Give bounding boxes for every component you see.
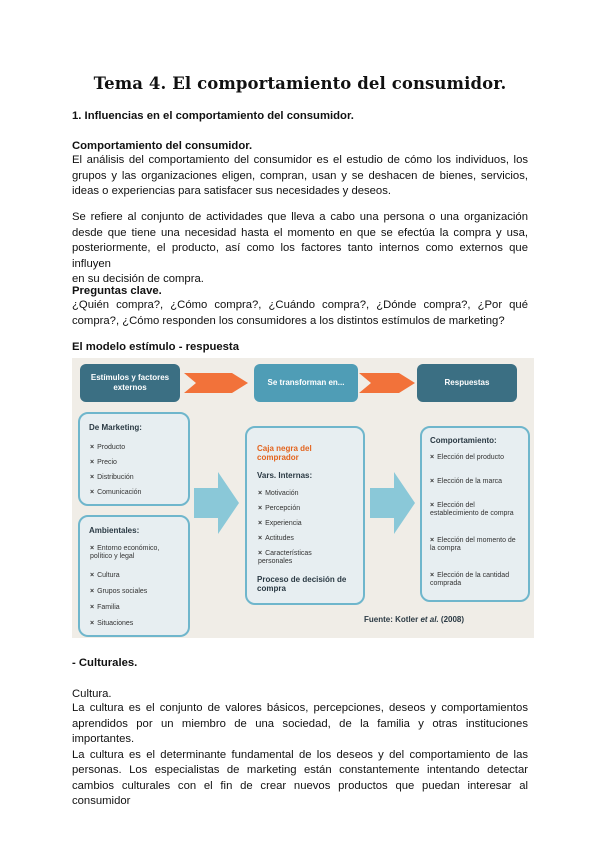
list-item: × Elección del establecimiento de compra [430,502,514,517]
list-item: × Características personales [258,550,312,565]
text-line: ideas o experiencias para satisfacer sus necesidades y deseos. [72,185,392,197]
text-line: aprendidos por un miembro de una sociedad, de la familia y otras instituciones importantes. [72,717,528,745]
text-line: cambios culturales con el fin de crear nuevos productos que puedan interesar al consumidor [72,779,528,807]
text-line: compra?, ¿Cómo responden los consumidores a los distintos estímulos de marketing? [72,314,505,327]
text-line: personas. Los especialistas de marketing están constantemente intentando detectar [72,764,528,776]
behaviour-title: Comportamiento: [430,436,497,445]
header-stimuli: Estímulos y factores externos [80,364,180,402]
list-item: × Elección del producto [430,454,505,461]
text-line: Se refiere al conjunto de actividades que lleva a cabo una persona o una organización [72,211,528,223]
blue-arrow-1 [194,470,240,536]
list-item: × Experiencia [258,520,302,527]
text-line: posteriormente, el producto, así como los factores tanto internos como externos que influyen [72,242,528,270]
process-title: Proceso de decisión de compra [257,575,347,593]
cultura-label: Cultura. [72,688,112,700]
list-item: × Situaciones [90,620,134,627]
list-item: × Elección de la marca [430,478,503,485]
cultura-paragraph [72,701,528,810]
orange-arrow-1 [184,370,250,396]
blue-arrow-2 [370,470,416,536]
section-heading: 1. Influencias en el comportamiento del consumidor. [72,110,354,122]
ambient-box [78,515,190,637]
list-item: × Producto [90,444,126,451]
list-item: × Precio [90,459,117,466]
text-line: desde que tiene una necesidad hasta el momento en que se efectúa la compra y usa, [72,226,528,239]
list-item: × Grupos sociales [90,588,148,595]
questions-heading: Preguntas clave. [72,285,162,297]
list-item: × Familia [90,604,120,611]
text-line: La cultura es el determinante fundamental de los deseos y del comportamiento de las [72,748,528,761]
definition-paragraph [72,153,528,200]
list-item: × Motivación [258,490,299,497]
source-citation: Fuente: Kotler et al. (2008) [364,615,465,624]
page-title: Tema 4. El comportamiento del consumidor. [93,74,507,93]
header-responses: Respuestas [417,364,517,402]
cultural-heading: - Culturales. [72,657,138,669]
text-line: La cultura es el conjunto de valores básicos, percepciones, deseos y comportamientos [72,702,528,714]
definition-heading: Comportamiento del consumidor. [72,140,253,152]
vars-title: Vars. Internas: [257,471,313,480]
list-item: × Percepción [258,505,301,512]
model-heading: El modelo estímulo - respuesta [72,341,239,353]
ambient-title: Ambientales: [89,526,140,535]
header-transform: Se transforman en... [254,364,358,402]
text-line: El análisis del comportamiento del consumidor es el estudio de cómo los individuos, los [72,154,528,166]
list-item: × Distribución [90,474,134,481]
orange-arrow-2 [359,370,417,396]
list-item: × Elección de la cantidad comprada [430,572,510,587]
list-item: × Cultura [90,572,120,579]
text-line: en su decisión de compra. [72,273,204,285]
marketing-box [78,412,190,506]
text-line: grupos y las organizaciones eligen, compran, usan y se deshacen de bienes, servicios, [72,169,528,182]
black-box [245,426,365,605]
blackbox-title: Caja negra del comprador [257,444,312,462]
questions-paragraph [72,298,528,329]
list-item: × Actitudes [258,535,294,542]
text-line: ¿Quién compra?, ¿Cómo compra?, ¿Cuándo compra?, ¿Dónde compra?, ¿Por qué [72,299,528,311]
marketing-title: De Marketing: [89,423,142,432]
paragraph-2 [72,210,528,288]
list-item: × Entorno económico, político y legal [90,545,160,560]
list-item: × Comunicación [90,489,142,496]
behaviour-box [420,426,530,602]
stimulus-response-diagram [72,358,534,638]
list-item: × Elección del momento de la compra [430,537,516,552]
